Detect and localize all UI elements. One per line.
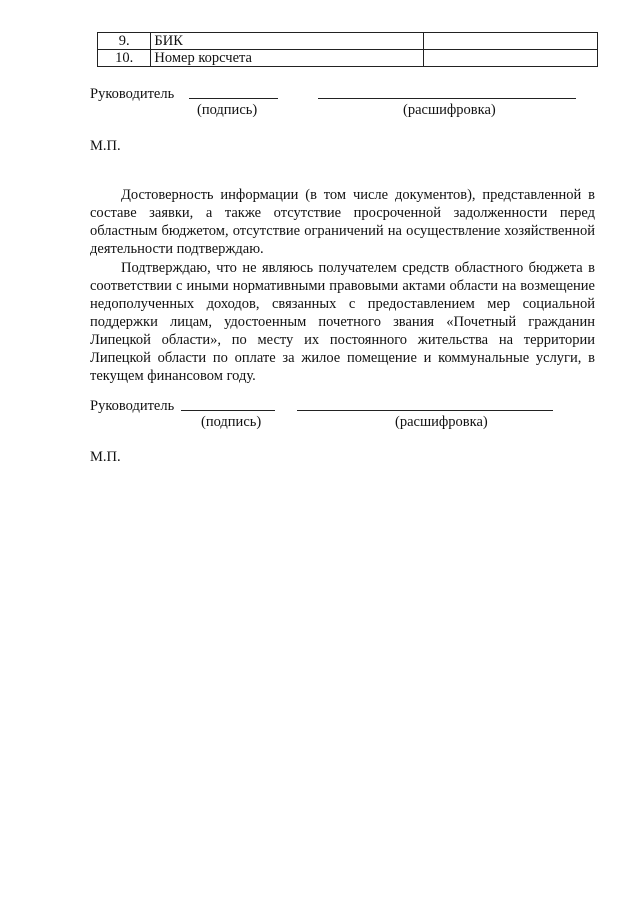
signature-caption: (подпись) [201, 414, 262, 430]
statement-paragraph-2: Подтверждаю, что не являюсь получателем средств областного бюджета в соответствии с иными нормативными правовыми актами области на возмещение недополученных доходов, связанных с предоставлением мер социальной поддержки лицам, удостоенным почетного звания «Почетный гражданин Липецкой области», по месту их постоянного жительства на территории Липецкой области по оплате за жилое помещение и коммунальные услуги, в текущем финансовом году. [90, 260, 595, 384]
bank-details-table [97, 32, 598, 67]
table-row [98, 33, 598, 50]
row-label: Номер корсчета [151, 50, 423, 67]
row-number: 9. [98, 33, 151, 50]
head-label: Руководитель [90, 398, 175, 414]
row-value[interactable] [423, 33, 597, 50]
head-label: Руководитель [90, 86, 175, 102]
decoding-caption: (расшифровка) [395, 414, 488, 430]
row-number: 10. [98, 50, 151, 67]
decoding-line[interactable] [297, 410, 553, 411]
signature-line[interactable] [189, 98, 278, 99]
row-label: БИК [151, 33, 423, 50]
statement-paragraph-1: Достоверность информации (в том числе документов), представленной в составе заявки, а также отсутствие просроченной задолженности перед областным бюджетом, отсутствие ограничений на осуществление хозяйственной деятельности подтверждаю. [90, 187, 595, 257]
decoding-line[interactable] [318, 98, 576, 99]
table-row [98, 50, 598, 67]
row-value[interactable] [423, 50, 597, 67]
stamp-label: М.П. [90, 449, 121, 465]
signature-line[interactable] [181, 410, 275, 411]
decoding-caption: (расшифровка) [403, 102, 496, 118]
stamp-label: М.П. [90, 138, 121, 154]
signature-caption: (подпись) [197, 102, 258, 118]
